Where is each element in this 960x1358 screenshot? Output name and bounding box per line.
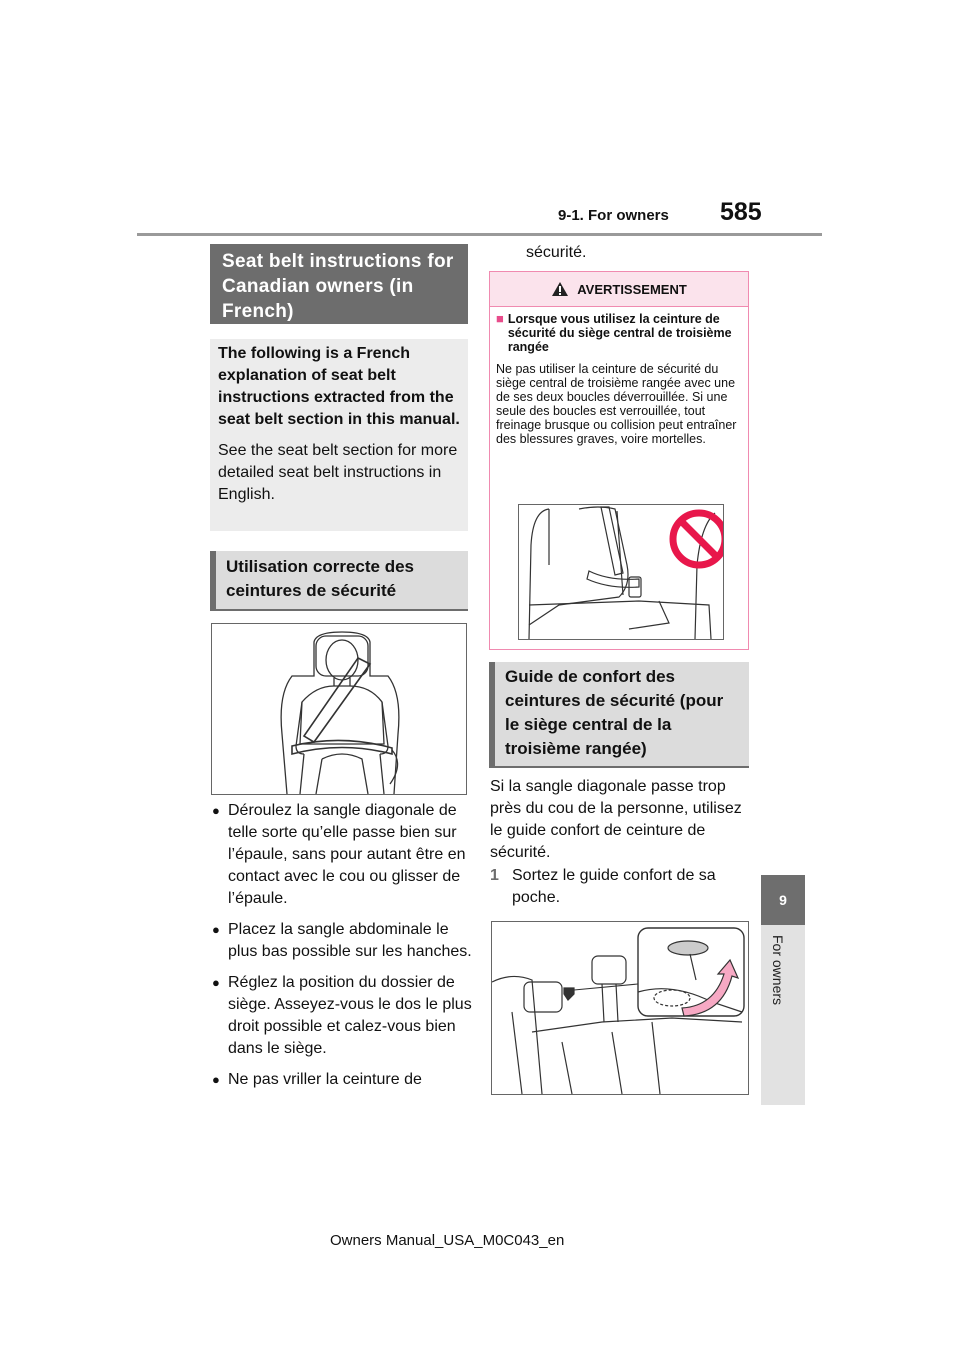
warning-body: Ne pas utiliser la ceinture de sécurité du siège central de troisième rangée avec une de ses deux boucles déverrouillée. Si une seule des boucles est verrouillée, tout freinage brusque ou collision peut entraîner des blessures graves, voire mortelles.: [496, 362, 737, 446]
list-item-text: Réglez la position du dossier de siège. Asseyez-vous le dos le plus droit possible et calez-vous bien dans le siège.: [228, 974, 472, 1057]
instruction-list: [212, 800, 474, 1100]
list-item: [212, 972, 474, 1060]
header-rule: [137, 233, 822, 236]
section-title: 9-1. For owners: [558, 207, 669, 224]
page-number: 585: [720, 198, 762, 226]
intro-box: [210, 339, 468, 531]
list-item: [212, 1069, 474, 1091]
list-item-text: Placez la sangle abdominale le plus bas possible sur les hanches.: [228, 921, 472, 960]
section-heading: Seat belt instructions for Canadian owners (in French): [210, 244, 468, 324]
guide-paragraph: Si la sangle diagonale passe trop près du cou de la personne, utilisez le guide confort de ceinture de sécurité.: [490, 778, 742, 861]
continued-text: sécurité.: [526, 244, 587, 261]
bullet-icon: ●: [212, 803, 220, 818]
warning-subtitle-row: [496, 312, 742, 354]
bullet-icon: ●: [212, 1072, 220, 1087]
step-1: [490, 865, 750, 909]
subheading: Utilisation correcte des ceintures de sécurité: [210, 551, 468, 609]
warning-subtitle: Lorsque vous utilisez la ceinture de sécurité du siège central de troisième rangée: [507, 312, 732, 354]
step-number: 1: [490, 867, 499, 884]
subheading-rule: [210, 609, 468, 611]
list-item: [212, 919, 474, 963]
chapter-label: For owners: [770, 935, 786, 1006]
seated-person-illustration: [211, 623, 467, 795]
list-item-text: Déroulez la sangle diagonale de telle sorte qu’elle passe bien sur l’épaule, sans pour autant être en contact avec le cou ou glisser de l’épaule.: [228, 802, 466, 907]
intro-text: See the seat belt section for more detailed seat belt instructions in English.: [218, 442, 458, 503]
guide-heading: Guide de confort des ceintures de sécurité (pour le siège central de la troisième rangée): [489, 662, 749, 766]
step-text: Sortez le guide confort de sa poche.: [512, 867, 716, 906]
footer-text: Owners Manual_USA_M0C043_en: [330, 1232, 565, 1249]
warning-title: AVERTISSEMENT: [577, 281, 687, 297]
comfort-guide-illustration: [491, 921, 749, 1095]
warning-header: [490, 272, 748, 307]
bullet-icon: ●: [212, 922, 220, 937]
guide-heading-rule: [489, 766, 749, 768]
bullet-icon: ●: [212, 975, 220, 990]
square-bullet-icon: ■: [496, 311, 504, 326]
intro-bold-text: The following is a French explanation of seat belt instructions extracted from the seat belt section in this manual.: [218, 345, 460, 428]
incorrect-belt-illustration: [518, 504, 724, 640]
list-item-text: Ne pas vriller la ceinture de: [228, 1071, 422, 1088]
warning-icon: [551, 281, 569, 297]
chapter-tab: 9: [761, 875, 805, 925]
list-item: [212, 800, 474, 910]
